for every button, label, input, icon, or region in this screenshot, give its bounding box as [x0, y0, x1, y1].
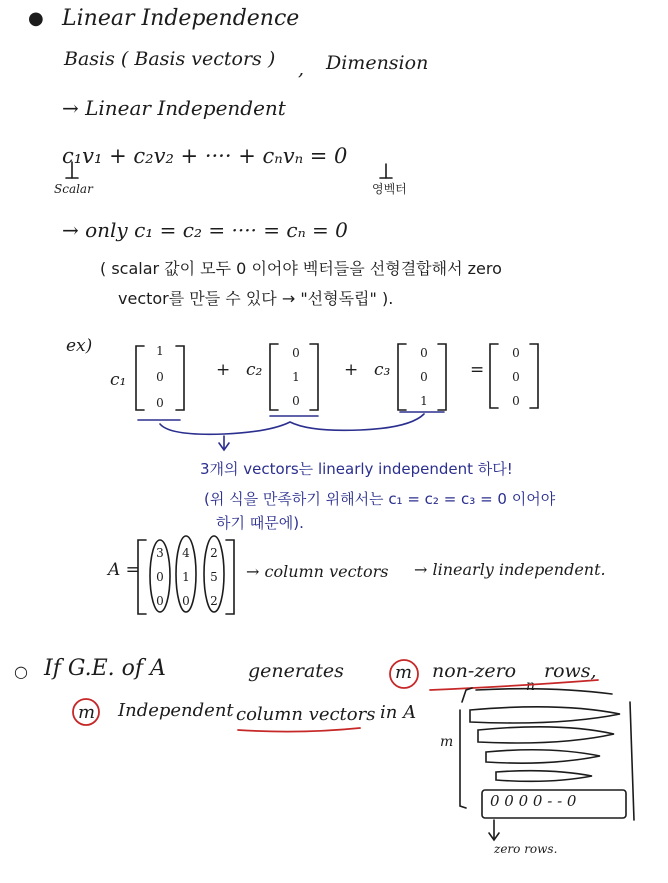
bullet-dot-2: ○: [14, 662, 28, 681]
linear-combination-equation: c₁v₁ + c₂v₂ + ···· + cₙvₙ = 0: [62, 144, 348, 168]
vec3-entry: 0: [420, 346, 428, 360]
zero-row-entries: 0 0 0 0 - - 0: [490, 792, 577, 810]
linearly-independent-arrow: → linearly independent.: [414, 560, 606, 579]
independent-text: Independent: [118, 700, 234, 721]
subtitle: Basis ( Basis vectors ): [64, 48, 276, 70]
m-circled-2: m: [78, 702, 96, 723]
explanation-line-1: ( scalar 값이 모두 0 이어야 벡터들을 선형결합해서 zero: [100, 259, 502, 278]
only-condition: → only c₁ = c₂ = ···· = cₙ = 0: [62, 218, 348, 242]
matrix-cell: 0: [182, 594, 190, 608]
ge-prefix: If G.E. of A: [44, 656, 166, 681]
diagram-m-label: m: [440, 734, 454, 750]
scalar-label: Scalar: [54, 182, 93, 196]
independence-conclusion: 3개의 vectors는 linearly independent 하다!: [200, 460, 513, 478]
vec2-entry: 0: [292, 346, 300, 360]
matrix-cell: 3: [156, 546, 164, 560]
matrix-cell: 5: [210, 570, 218, 584]
vec1-entry: 1: [156, 344, 164, 358]
matrix-label: A =: [108, 560, 140, 580]
page-title: Linear Independence: [62, 6, 300, 31]
vec2-entry: 1: [292, 370, 300, 384]
example-label: ex): [66, 336, 93, 356]
zero-vector-label: 영벡터: [372, 182, 407, 196]
non-zero-text: non-zero: [432, 660, 517, 682]
zero-vec-entry: 0: [512, 346, 520, 360]
reason-line-1: (위 식을 만족하기 위해서는 c₁ = c₂ = c₃ = 0 이어야: [204, 490, 556, 508]
vec1-entry: 0: [156, 396, 164, 410]
matrix-cell: 2: [210, 594, 218, 608]
reason-line-2: 하기 때문에).: [216, 514, 304, 532]
column-vectors-arrow: → column vectors: [246, 562, 389, 581]
plus-1: +: [216, 360, 231, 380]
matrix-cell: 4: [182, 546, 190, 560]
in-a-text: in A: [380, 702, 417, 723]
vec3-entry: 0: [420, 370, 428, 384]
coef-c1: c₁: [110, 370, 127, 390]
plus-2: +: [344, 360, 359, 380]
matrix-cell: 1: [182, 570, 190, 584]
coef-c3: c₃: [374, 360, 391, 380]
subtitle-separator: ,: [298, 58, 305, 80]
zero-rows-label: zero rows.: [494, 842, 558, 856]
vec2-entry: 0: [292, 394, 300, 408]
bullet-dot-1: ●: [28, 8, 44, 29]
explanation-line-2: vector를 만들 수 있다 → "선형독립" ).: [118, 289, 394, 308]
vec1-entry: 0: [156, 370, 164, 384]
zero-vec-entry: 0: [512, 394, 520, 408]
column-vectors-text: column vectors: [236, 704, 376, 725]
m-circled: m: [395, 662, 413, 683]
coef-c2: c₂: [246, 360, 263, 380]
matrix-cell: 0: [156, 570, 164, 584]
generates-text: generates: [248, 660, 344, 682]
vec3-entry: 1: [420, 394, 428, 408]
subtitle-right: Dimension: [326, 52, 429, 74]
linear-independent-heading: → Linear Independent: [62, 96, 286, 120]
diagram-n-label: n: [526, 678, 536, 694]
rows-text: rows,: [544, 660, 597, 682]
matrix-cell: 2: [210, 546, 218, 560]
matrix-cell: 0: [156, 594, 164, 608]
zero-vec-entry: 0: [512, 370, 520, 384]
equals-sign: =: [470, 360, 485, 380]
